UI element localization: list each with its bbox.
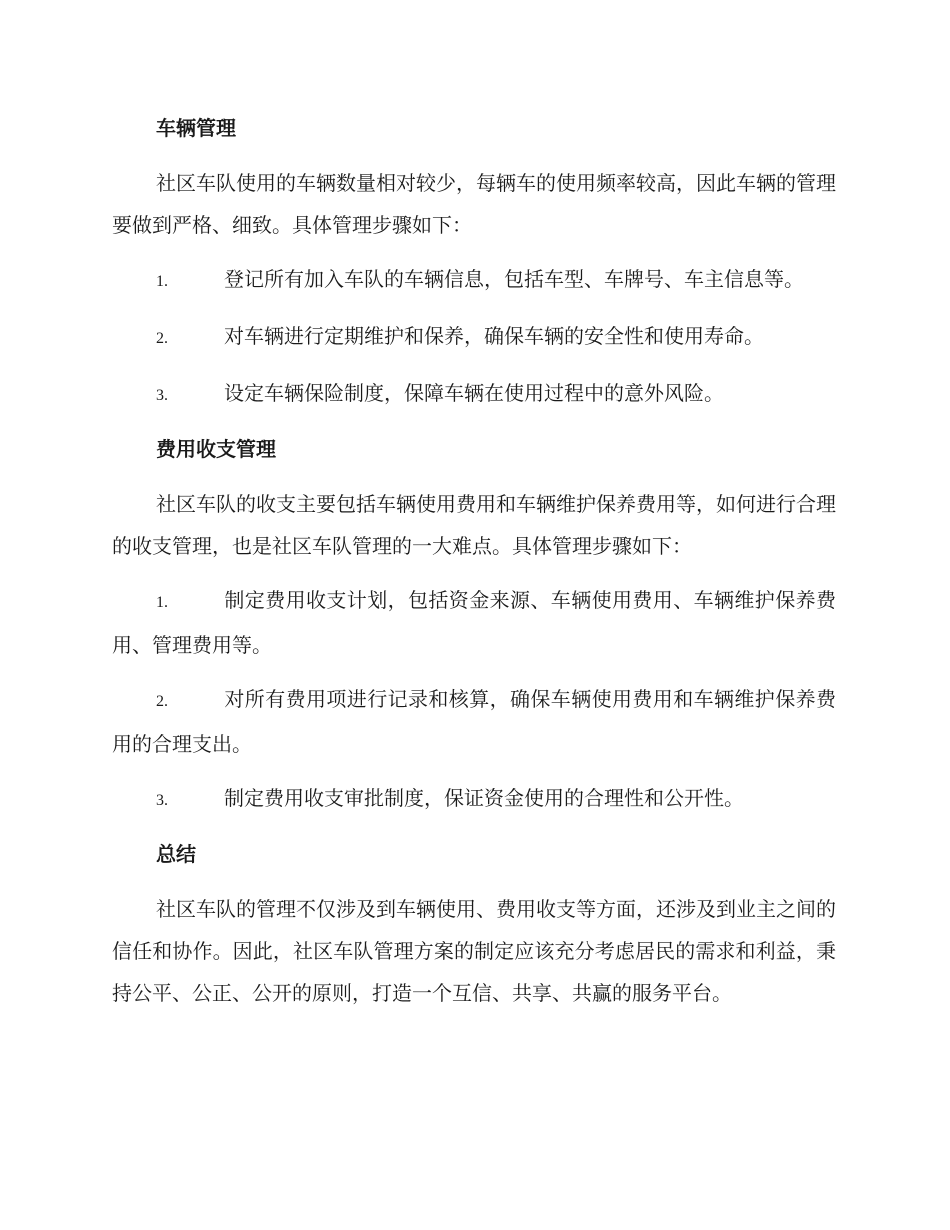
- list-item-text: 登记所有加入车队的车辆信息，包括车型、车牌号、车主信息等。: [224, 267, 804, 291]
- section-intro-vehicle-management: 社区车队使用的车辆数量相对较少，每辆车的使用频率较高，因此车辆的管理要做到严格、细致。具体管理步骤如下：: [112, 171, 836, 237]
- section-heading-vehicle-management: 车辆管理: [156, 116, 236, 140]
- list-item: [112, 315, 836, 360]
- list-item-text: 制定费用收支审批制度，保证资金使用的合理性和公开性。: [224, 786, 744, 810]
- list-item: [112, 579, 836, 666]
- list-item-text: 设定车辆保险制度，保障车辆在使用过程中的意外风险。: [224, 381, 724, 405]
- section-intro-summary: 社区车队的管理不仅涉及到车辆使用、费用收支等方面，还涉及到业主之间的信任和协作。因此，社区车队管理方案的制定应该充分考虑居民的需求和利益，秉持公平、公正、公开的原则，打造一个互信、共享、共赢的服务平台。: [112, 897, 836, 1005]
- list-item: [112, 777, 836, 822]
- section-heading-summary: 总结: [156, 842, 196, 866]
- list-item-number: 3.: [156, 792, 168, 809]
- section-intro-expense-management: 社区车队的收支主要包括车辆使用费用和车辆维护保养费用等，如何进行合理的收支管理，也是社区车队管理的一大难点。具体管理步骤如下：: [112, 492, 836, 558]
- list-item: [112, 678, 836, 765]
- list-item-text: 制定费用收支计划，包括资金来源、车辆使用费用、车辆维护保养费用、管理费用等。: [112, 588, 836, 657]
- list-item-number: 2.: [156, 693, 168, 710]
- list-item-number: 2.: [156, 330, 168, 347]
- section-heading-expense-management: 费用收支管理: [156, 437, 276, 461]
- list-item-text: 对车辆进行定期维护和保养，确保车辆的安全性和使用寿命。: [224, 324, 764, 348]
- document-page: [112, 108, 836, 1026]
- list-item: [112, 258, 836, 303]
- list-item-number: 3.: [156, 387, 168, 404]
- list-item-text: 对所有费用项进行记录和核算，确保车辆使用费用和车辆维护保养费用的合理支出。: [112, 687, 836, 756]
- list-item-number: 1.: [156, 594, 168, 611]
- list-item: [112, 372, 836, 417]
- list-item-number: 1.: [156, 273, 168, 290]
